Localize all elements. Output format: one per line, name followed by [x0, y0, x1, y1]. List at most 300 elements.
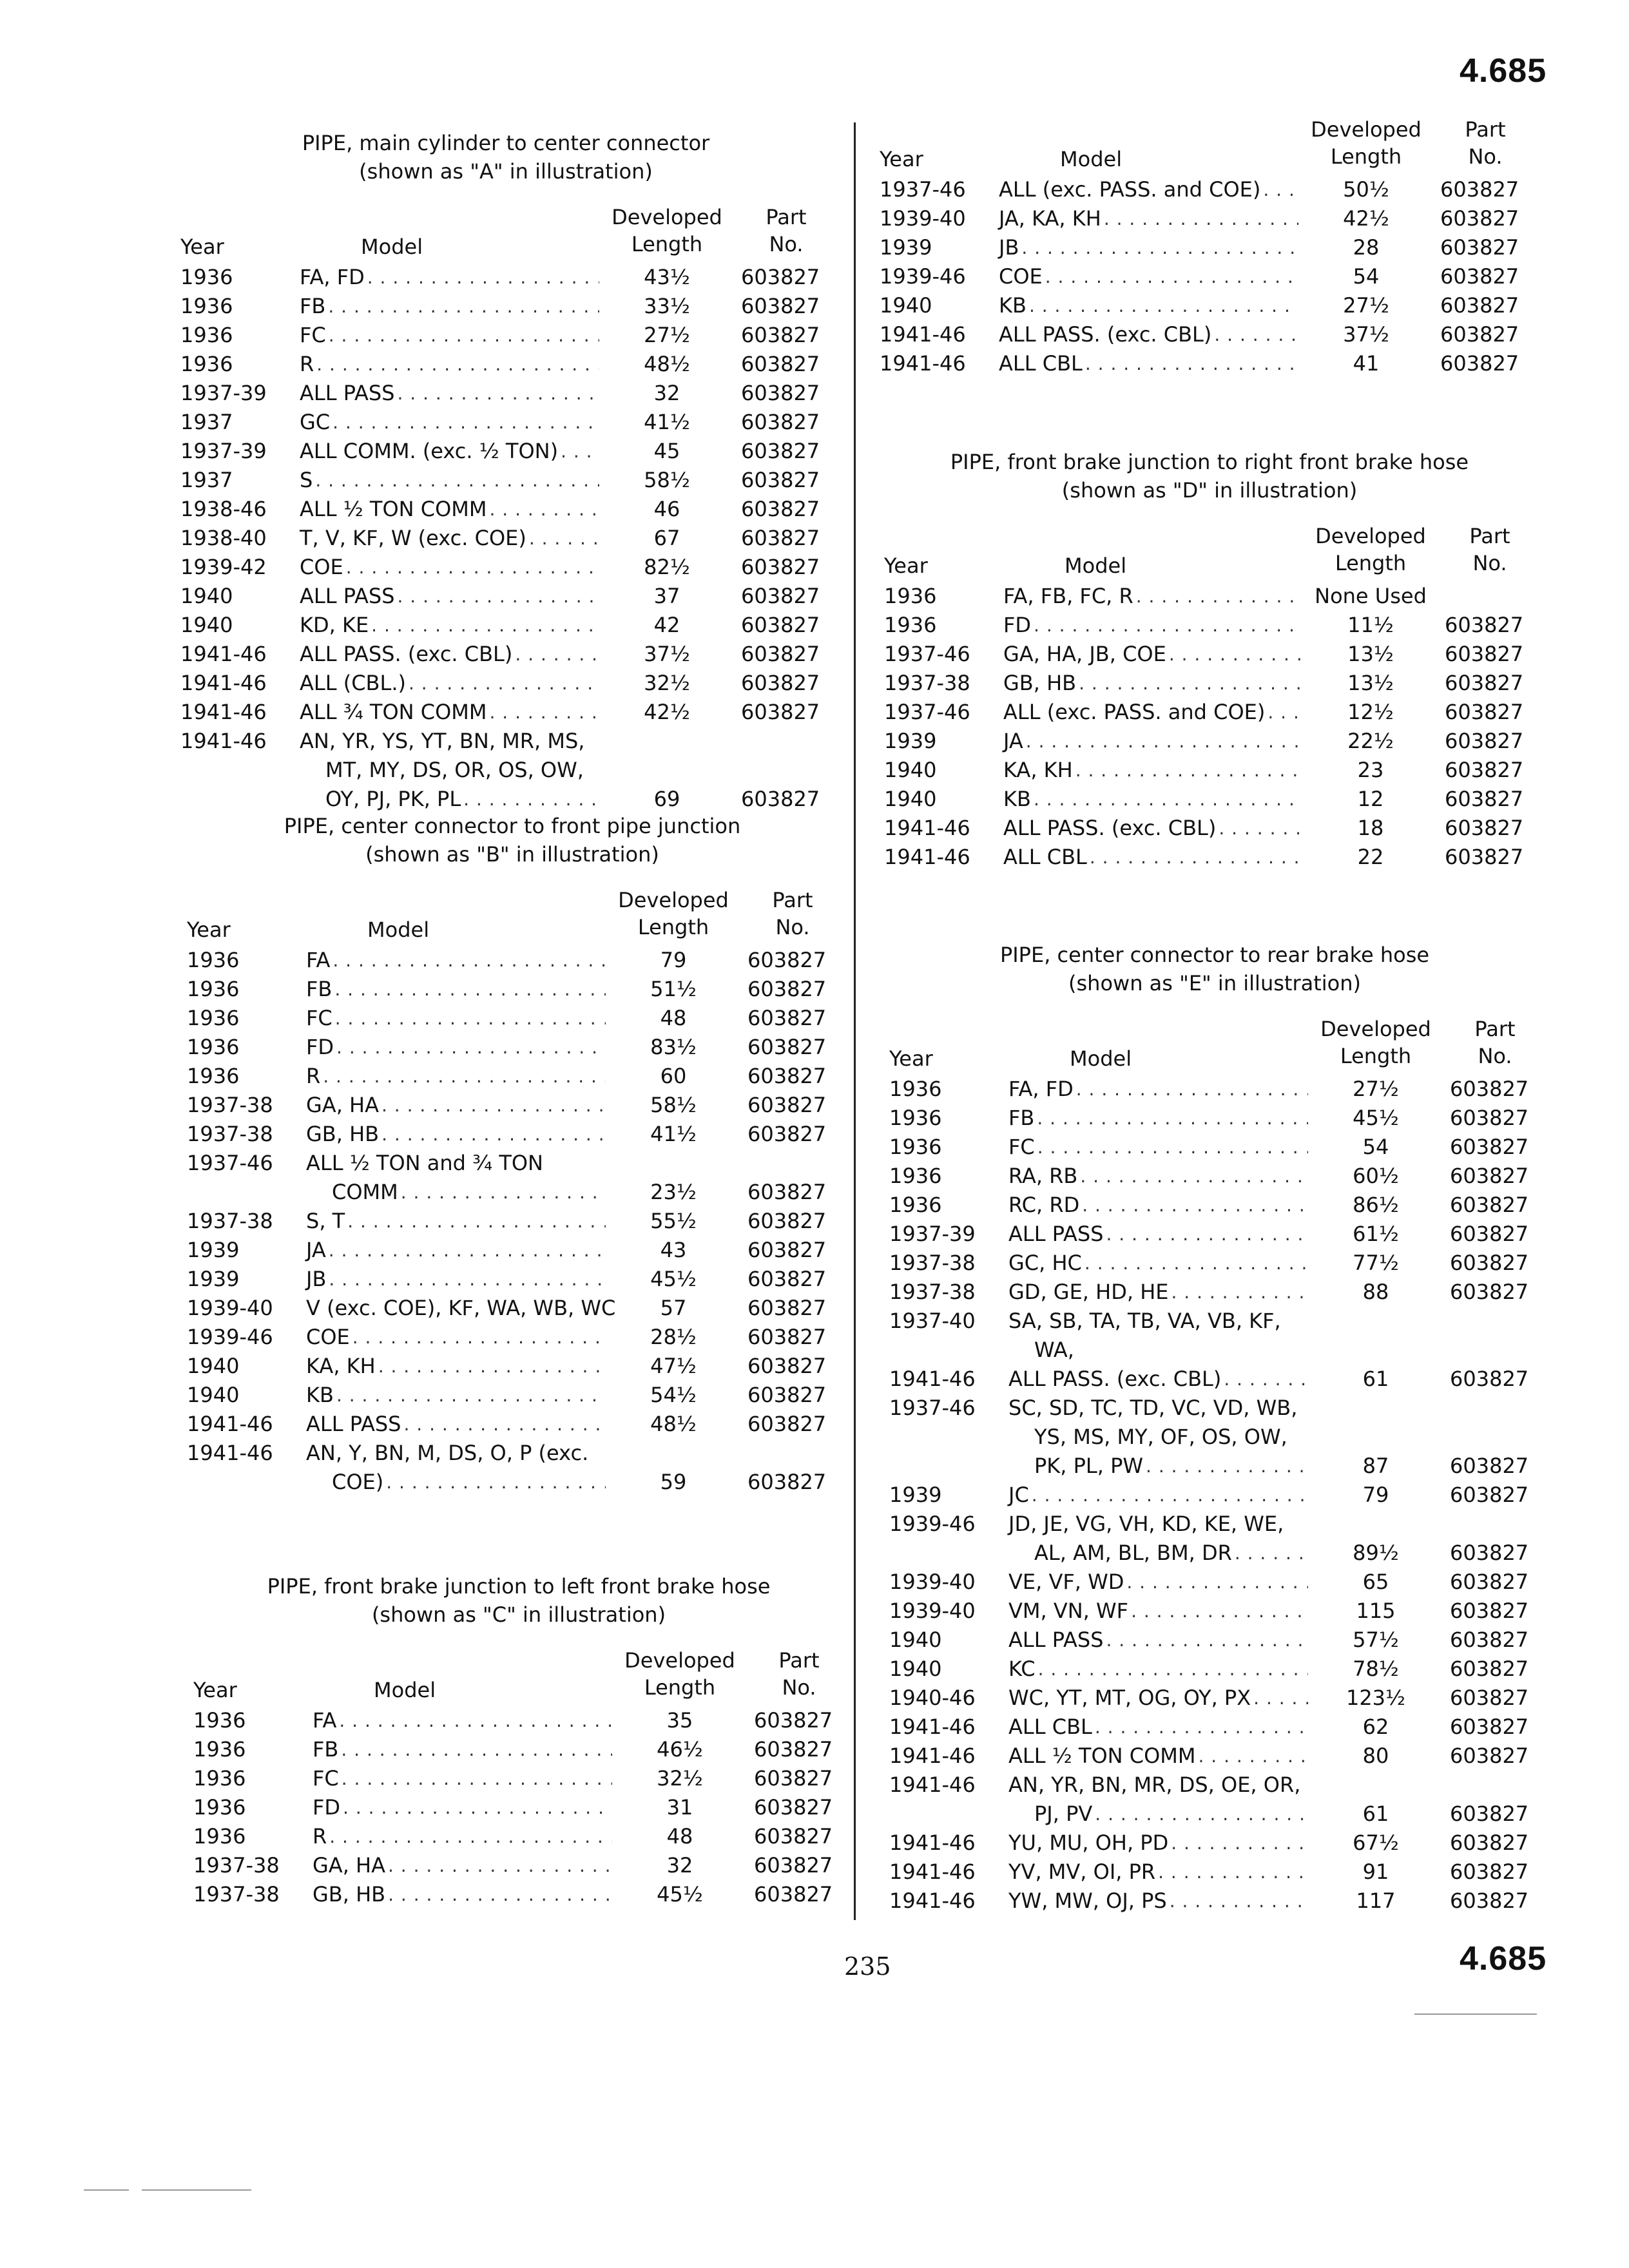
- cell-part-number: 603827: [1445, 671, 1524, 695]
- cell-developed-length: 88: [1362, 1280, 1389, 1304]
- model-line: [1008, 1771, 1308, 1800]
- cell-model: [306, 1207, 606, 1236]
- table-row: [180, 524, 831, 553]
- model-line: [313, 1764, 612, 1793]
- cell-model: [313, 1851, 612, 1880]
- cell-developed-length: 48: [666, 1824, 693, 1849]
- model-text: ALL PASS. (exc. CBL): [1003, 816, 1217, 840]
- model-line: [300, 756, 599, 785]
- cell-developed-length: 28: [1353, 235, 1380, 260]
- cell-year: 1936: [193, 1795, 246, 1820]
- model-text: ALL PASS: [306, 1412, 401, 1436]
- header-part: Part: [1474, 1017, 1516, 1041]
- cell-developed-length: 48½: [650, 1412, 697, 1436]
- model-line: [300, 640, 599, 669]
- cell-developed-length: 32: [666, 1853, 693, 1878]
- cell-developed-length: 13½: [1347, 642, 1394, 666]
- cell-year: 1936: [884, 613, 937, 637]
- cell-year: 1937: [180, 410, 233, 434]
- table-row: [180, 669, 831, 698]
- cell-developed-length: 23: [1357, 758, 1384, 782]
- model-text: S, T: [306, 1209, 345, 1233]
- model-text: KB: [1003, 787, 1031, 811]
- model-line: [306, 1352, 606, 1381]
- cell-year: 1940: [889, 1657, 942, 1681]
- cell-year: 1941-46: [180, 642, 267, 666]
- header-no: No.: [1468, 144, 1503, 169]
- cell-model: [1008, 1481, 1308, 1510]
- header-length: Length: [644, 1675, 716, 1700]
- cell-developed-length: 37½: [1343, 322, 1389, 347]
- model-text: FA: [306, 948, 331, 972]
- model-text: ALL CBL: [999, 351, 1083, 376]
- model-line: [1008, 1539, 1308, 1568]
- cell-year: 1936: [187, 977, 240, 1001]
- cell-part-number: 603827: [754, 1853, 833, 1878]
- cell-model: [306, 1004, 606, 1033]
- table-row: [884, 814, 1535, 843]
- cell-developed-length: 79: [1362, 1483, 1389, 1507]
- table-row: [889, 1858, 1540, 1887]
- cell-developed-length: 54: [1362, 1135, 1389, 1159]
- cell-model: [1003, 582, 1303, 611]
- cell-developed-length: 33½: [644, 294, 690, 318]
- cell-year: 1940: [884, 787, 937, 811]
- table-row: [889, 1771, 1540, 1829]
- cell-part-number: 603827: [741, 584, 820, 608]
- cell-part-number: 603827: [1450, 1599, 1529, 1623]
- model-text: KB: [306, 1383, 334, 1407]
- header-part: Part: [778, 1648, 820, 1673]
- cell-year: 1941-46: [187, 1441, 273, 1465]
- table-row: [880, 175, 1530, 204]
- header-developed-length: [1302, 1015, 1450, 1070]
- cell-part-number: 603827: [1450, 1628, 1529, 1652]
- cell-developed-length: 45½: [657, 1882, 703, 1907]
- model-line: [999, 204, 1298, 233]
- table-row: [889, 1597, 1540, 1626]
- cell-model: [306, 1120, 606, 1149]
- cell-model: [1003, 640, 1303, 669]
- model-line: [300, 582, 599, 611]
- cell-part-number: 603827: [741, 555, 820, 579]
- cell-year: 1937-46: [187, 1151, 273, 1175]
- model-line: [1003, 582, 1303, 611]
- cell-year: 1937-39: [180, 439, 267, 463]
- model-line: [1008, 1829, 1308, 1858]
- cell-developed-length: 117: [1356, 1888, 1396, 1913]
- model-text: SA, SB, TA, TB, VA, VB, KF,: [1008, 1309, 1281, 1333]
- table-header: [889, 1015, 1540, 1075]
- cell-year: 1940: [187, 1383, 240, 1407]
- header-developed-length: [599, 887, 747, 941]
- table-row: [180, 582, 831, 611]
- model-line: [300, 495, 599, 524]
- model-text: ALL CBL: [1003, 845, 1087, 869]
- model-text: KD, KE: [300, 613, 369, 637]
- cell-model: [1008, 1075, 1308, 1104]
- model-text: ALL ¾ TON COMM: [300, 700, 487, 724]
- cell-part-number: 603827: [1450, 1686, 1529, 1710]
- cell-developed-length: 79: [660, 948, 687, 972]
- model-line: [300, 292, 599, 321]
- cell-part-number: 603827: [1450, 1483, 1529, 1507]
- model-line: [1008, 1394, 1308, 1423]
- model-line: [313, 1880, 612, 1909]
- model-text: ALL (exc. PASS. and COE): [999, 177, 1261, 202]
- model-line: [313, 1822, 612, 1851]
- cell-model: [1008, 1655, 1308, 1684]
- model-text: JB: [306, 1267, 327, 1291]
- cell-model: [1008, 1771, 1308, 1829]
- table-row: [889, 1365, 1540, 1394]
- table-row: [889, 1191, 1540, 1220]
- model-line: [999, 262, 1298, 291]
- table-row: [180, 292, 831, 321]
- model-line: [1008, 1336, 1308, 1365]
- cell-part-number: 603827: [747, 1209, 827, 1233]
- cell-model: [300, 727, 599, 814]
- cell-model: [300, 698, 599, 727]
- cell-developed-length: 78½: [1353, 1657, 1399, 1681]
- model-line: [300, 263, 599, 292]
- cell-developed-length: None Used: [1315, 584, 1427, 608]
- model-text: PJ, PV: [1034, 1802, 1093, 1826]
- cell-part-number: 603827: [747, 1383, 827, 1407]
- model-line: [1008, 1742, 1308, 1771]
- scan-mark: [1414, 2013, 1537, 2015]
- model-line: [300, 524, 599, 553]
- header-developed: Developed: [612, 205, 722, 229]
- cell-model: [300, 321, 599, 350]
- cell-developed-length: 47½: [650, 1354, 697, 1378]
- header-developed: Developed: [1320, 1017, 1431, 1041]
- model-line: [300, 727, 599, 756]
- model-text: VM, VN, WF: [1008, 1599, 1129, 1623]
- caption-title: PIPE, center connector to rear brake hose: [999, 943, 1430, 967]
- header-developed-length: [606, 1647, 754, 1701]
- model-text: GC, HC: [1008, 1251, 1082, 1275]
- cell-developed-length: 48: [660, 1006, 687, 1030]
- cell-developed-length: 23½: [650, 1180, 697, 1204]
- table-row: [889, 1278, 1540, 1307]
- cell-developed-length: 32½: [657, 1766, 703, 1791]
- cell-developed-length: 12½: [1347, 700, 1394, 724]
- model-line: [1003, 814, 1303, 843]
- table-row: [180, 437, 831, 466]
- model-text: FB: [300, 294, 326, 318]
- table-pipe-c: [193, 1572, 844, 1909]
- header-no: No.: [782, 1675, 816, 1700]
- table-row: [884, 669, 1535, 698]
- table-row: [193, 1706, 844, 1735]
- model-text: T, V, KF, W (exc. COE): [300, 526, 526, 550]
- cell-year: 1939-40: [880, 206, 966, 231]
- cell-model: [306, 1381, 606, 1410]
- cell-model: [1003, 785, 1303, 814]
- caption-subtitle: (shown as "D" in illustration): [1061, 478, 1358, 503]
- model-text: ALL CBL: [1008, 1715, 1092, 1739]
- cell-part-number: 603827: [1445, 845, 1524, 869]
- model-text: JA, KA, KH: [999, 206, 1101, 231]
- cell-developed-length: 54½: [650, 1383, 697, 1407]
- model-line: [306, 1178, 606, 1207]
- cell-model: [1008, 1307, 1308, 1365]
- model-text: ALL PASS: [1008, 1628, 1104, 1652]
- cell-developed-length: 27½: [644, 323, 690, 347]
- cell-year: 1937-38: [187, 1122, 273, 1146]
- model-line: [1003, 611, 1303, 640]
- table-row: [884, 727, 1535, 756]
- table-row: [187, 1410, 838, 1439]
- model-line: [306, 1062, 606, 1091]
- cell-developed-length: 123½: [1345, 1686, 1406, 1710]
- model-text: ALL ½ TON COMM: [1008, 1744, 1196, 1768]
- cell-part-number: 603827: [1440, 206, 1519, 231]
- model-text: ALL (exc. PASS. and COE): [1003, 700, 1266, 724]
- model-line: [300, 350, 599, 379]
- header-year: Year: [880, 147, 923, 171]
- table-row: [889, 1394, 1540, 1481]
- model-line: [306, 1033, 606, 1062]
- model-line: [1008, 1307, 1308, 1336]
- cell-year: 1938-40: [180, 526, 267, 550]
- cell-year: 1936: [187, 1006, 240, 1030]
- header-length: Length: [1335, 551, 1407, 575]
- cell-model: [1008, 1133, 1308, 1162]
- model-line: [306, 1236, 606, 1265]
- model-line: [1008, 1075, 1308, 1104]
- table-row: [187, 1091, 838, 1120]
- cell-part-number: 603827: [747, 1093, 827, 1117]
- cell-part-number: 603827: [754, 1737, 833, 1762]
- cell-part-number: 603827: [747, 1238, 827, 1262]
- cell-year: 1941-46: [889, 1831, 976, 1855]
- cell-year: 1937-38: [187, 1093, 273, 1117]
- cell-model: [300, 611, 599, 640]
- model-line: [306, 1294, 616, 1323]
- cell-part-number: 603827: [1450, 1888, 1529, 1913]
- table-row: [889, 1307, 1540, 1365]
- model-text: FC: [1008, 1135, 1035, 1159]
- model-text: COE: [999, 264, 1043, 289]
- cell-part-number: 603827: [741, 352, 820, 376]
- cell-model: [1008, 1858, 1308, 1887]
- cell-model: [1008, 1568, 1308, 1597]
- cell-model: [999, 349, 1298, 378]
- table-row: [889, 1742, 1540, 1771]
- table-row: [180, 611, 831, 640]
- cell-model: [313, 1735, 612, 1764]
- cell-model: [1008, 1597, 1308, 1626]
- cell-part-number: 603827: [741, 671, 820, 695]
- model-text: FA, FD: [1008, 1077, 1074, 1101]
- cell-model: [300, 408, 599, 437]
- table-row: [180, 553, 831, 582]
- model-line: [1008, 1249, 1308, 1278]
- cell-model: [1003, 843, 1303, 872]
- model-text: VE, VF, WD: [1008, 1570, 1124, 1594]
- model-line: [1008, 1481, 1308, 1510]
- cell-part-number: 603827: [754, 1882, 833, 1907]
- header-part: Part: [1469, 524, 1510, 548]
- cell-part-number: 603827: [747, 977, 827, 1001]
- cell-year: 1941-46: [889, 1744, 976, 1768]
- header-length: Length: [631, 232, 703, 256]
- cell-part-number: 603827: [741, 410, 820, 434]
- table-row: [880, 233, 1530, 262]
- cell-part-number: 603827: [1450, 1135, 1529, 1159]
- cell-part-number: 603827: [741, 381, 820, 405]
- header-model: Model: [1065, 553, 1127, 578]
- cell-model: [300, 379, 599, 408]
- cell-year: 1941-46: [884, 845, 970, 869]
- table-row: [187, 1352, 838, 1381]
- cell-developed-length: 91: [1362, 1860, 1389, 1884]
- cell-developed-length: 41½: [644, 410, 690, 434]
- cell-developed-length: 41½: [650, 1122, 697, 1146]
- model-line: [300, 785, 599, 814]
- cell-year: 1939-40: [187, 1296, 273, 1320]
- model-line: [999, 320, 1298, 349]
- cell-year: 1940: [180, 613, 233, 637]
- model-text: ALL PASS: [1008, 1222, 1104, 1246]
- cell-part-number: 603827: [1450, 1802, 1529, 1826]
- cell-model: [1003, 727, 1303, 756]
- cell-year: 1937-38: [889, 1280, 976, 1304]
- cell-model: [1008, 1220, 1308, 1249]
- cell-developed-length: 61½: [1353, 1222, 1399, 1246]
- table-row: [889, 1626, 1540, 1655]
- cell-developed-length: 59: [660, 1470, 687, 1494]
- cell-year: 1939: [187, 1238, 240, 1262]
- table-row: [187, 1149, 838, 1207]
- cell-part-number: 603827: [747, 1470, 827, 1494]
- cell-part-number: 603827: [1450, 1744, 1529, 1768]
- cell-part-number: 603827: [741, 497, 820, 521]
- caption-title: PIPE, main cylinder to center connector: [302, 131, 710, 155]
- cell-developed-length: 46: [653, 497, 680, 521]
- cell-part-number: 603827: [754, 1708, 833, 1733]
- cell-model: [306, 1410, 606, 1439]
- table-row: [180, 379, 831, 408]
- model-text: OY, PJ, PK, PL: [325, 787, 461, 811]
- model-text: JB: [999, 235, 1019, 260]
- cell-developed-length: 61: [1362, 1802, 1389, 1826]
- cell-part-number: 603827: [1445, 787, 1524, 811]
- cell-part-number: 603827: [1450, 1657, 1529, 1681]
- cell-model: [300, 350, 599, 379]
- table-row: [889, 1249, 1540, 1278]
- header-part: Part: [772, 888, 813, 912]
- cell-year: 1937-38: [889, 1251, 976, 1275]
- model-text: FC: [313, 1766, 339, 1791]
- table-row: [884, 640, 1535, 669]
- cell-year: 1937-38: [187, 1209, 273, 1233]
- cell-year: 1939-46: [187, 1325, 273, 1349]
- model-text: KA, KH: [1003, 758, 1073, 782]
- table-row: [187, 1323, 838, 1352]
- model-text: ALL ½ TON and ¾ TON: [306, 1151, 543, 1175]
- model-line: [306, 1265, 606, 1294]
- cell-part-number: 603827: [1450, 1077, 1529, 1101]
- cell-developed-length: 42½: [1343, 206, 1389, 231]
- cell-year: 1936: [884, 584, 937, 608]
- cell-part-number: 603827: [1450, 1164, 1529, 1188]
- model-line: [1008, 1162, 1308, 1191]
- model-text: FA, FB, FC, R: [1003, 584, 1133, 608]
- cell-part-number: 603827: [741, 700, 820, 724]
- model-text: R: [300, 352, 314, 376]
- model-line: [300, 669, 599, 698]
- model-line: [306, 1149, 606, 1178]
- cell-year: 1937-38: [193, 1882, 280, 1907]
- cell-year: 1936: [889, 1135, 942, 1159]
- cell-model: [306, 1091, 606, 1120]
- model-text: RA, RB: [1008, 1164, 1078, 1188]
- model-line: [1008, 1713, 1308, 1742]
- model-text: YV, MV, OI, PR: [1008, 1860, 1156, 1884]
- model-line: [306, 1381, 606, 1410]
- cell-year: 1936: [193, 1766, 246, 1791]
- cell-year: 1936: [193, 1737, 246, 1762]
- cell-part-number: 603827: [747, 1296, 827, 1320]
- cell-model: [313, 1880, 612, 1909]
- cell-model: [1008, 1829, 1308, 1858]
- model-line: [999, 233, 1298, 262]
- model-text: GB, HB: [306, 1122, 380, 1146]
- table-row: [880, 291, 1530, 320]
- cell-part-number: 603827: [1450, 1280, 1529, 1304]
- cell-year: 1941-46: [889, 1715, 976, 1739]
- cell-developed-length: 87: [1362, 1454, 1389, 1478]
- header-year: Year: [193, 1678, 237, 1702]
- model-text: COE: [306, 1325, 350, 1349]
- table-row: [180, 408, 831, 437]
- model-line: [1008, 1684, 1308, 1713]
- cell-developed-length: 22: [1357, 845, 1384, 869]
- model-text: ALL PASS: [300, 584, 395, 608]
- cell-model: [300, 292, 599, 321]
- model-line: [999, 291, 1298, 320]
- cell-year: 1940: [889, 1628, 942, 1652]
- header-part-no: [1450, 1015, 1540, 1070]
- model-text: ALL (CBL.): [300, 671, 406, 695]
- cell-developed-length: 83½: [650, 1035, 697, 1059]
- cell-year: 1941-46: [889, 1367, 976, 1391]
- model-line: [300, 408, 599, 437]
- table-row: [884, 756, 1535, 785]
- model-line: [313, 1793, 612, 1822]
- table-row: [187, 1236, 838, 1265]
- model-text: COE): [332, 1470, 384, 1494]
- table-row: [187, 946, 838, 975]
- scan-mark: [84, 2189, 129, 2191]
- cell-part-number: 603827: [1445, 729, 1524, 753]
- header-part-no: [1445, 523, 1535, 577]
- table-row: [889, 1829, 1540, 1858]
- model-text: YW, MW, OJ, PS: [1008, 1888, 1167, 1913]
- cell-model: [306, 1323, 606, 1352]
- header-model: Model: [374, 1678, 436, 1702]
- cell-developed-length: 13½: [1347, 671, 1394, 695]
- cell-part-number: 603827: [747, 1006, 827, 1030]
- cell-part-number: 603827: [1450, 1454, 1529, 1478]
- table-caption: [187, 812, 838, 869]
- cell-part-number: 603827: [741, 787, 820, 811]
- cell-developed-length: 12: [1357, 787, 1384, 811]
- table-row: [880, 262, 1530, 291]
